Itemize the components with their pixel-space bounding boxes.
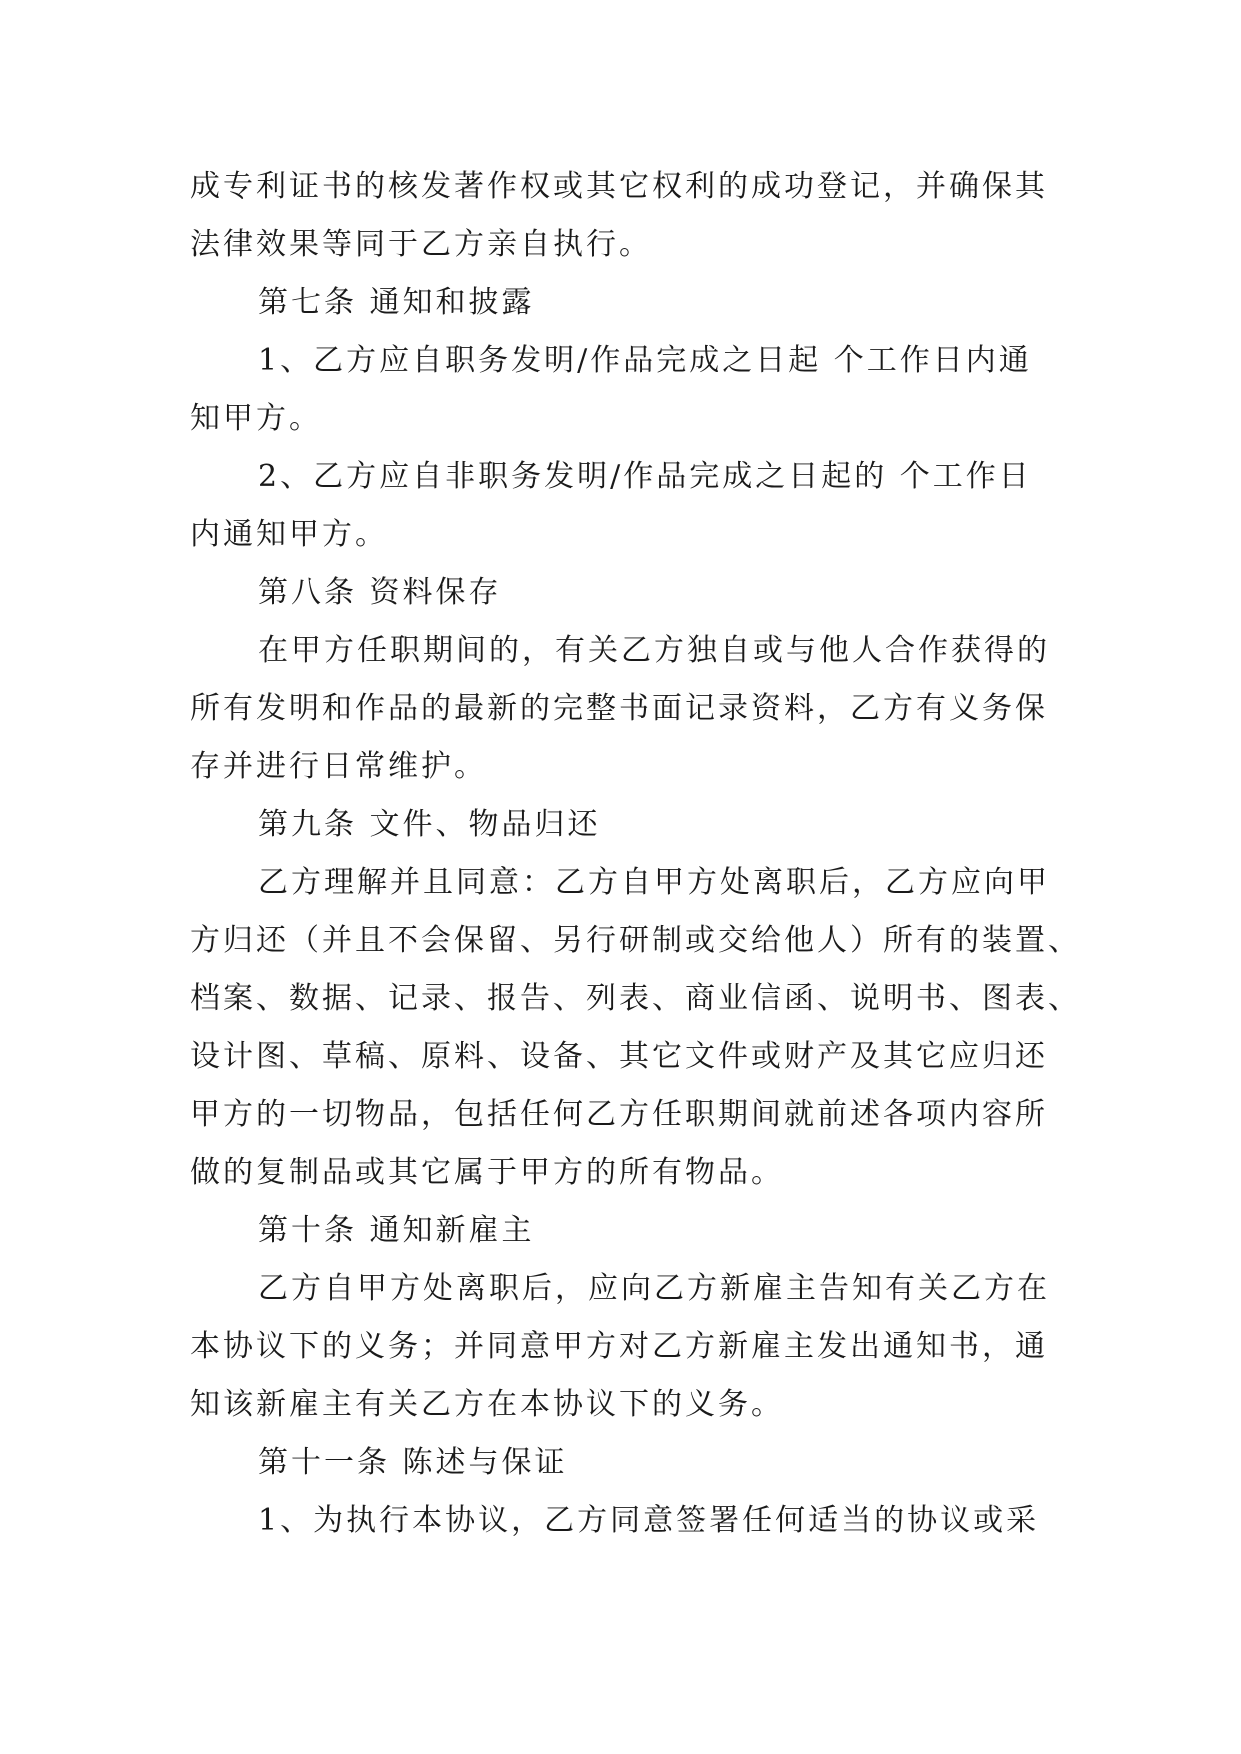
- paragraph-line: 2、乙方应自非职务发明/作品完成之日起的 个工作日: [258, 459, 1032, 494]
- paragraph-line: 知甲方。: [190, 401, 322, 436]
- paragraph-line: 本协议下的义务；并同意甲方对乙方新雇主发出通知书，通: [190, 1329, 1048, 1364]
- paragraph-line: 在甲方任职期间的，有关乙方独自或与他人合作获得的: [258, 633, 1050, 668]
- paragraph-line: 所有发明和作品的最新的完整书面记录资料，乙方有义务保: [190, 691, 1048, 726]
- paragraph-line: 乙方自甲方处离职后，应向乙方新雇主告知有关乙方在: [258, 1271, 1050, 1306]
- paragraph-line: 成专利证书的核发著作权或其它权利的成功登记，并确保其: [190, 169, 1048, 204]
- paragraph-line: 内通知甲方。: [190, 517, 388, 552]
- paragraph-line: 设计图、草稿、原料、设备、其它文件或财产及其它应归还: [190, 1039, 1048, 1074]
- paragraph-line: 档案、数据、记录、报告、列表、商业信函、说明书、图表、: [190, 981, 1081, 1016]
- article-heading: 第八条 资料保存: [258, 575, 502, 610]
- paragraph-line: 方归还（并且不会保留、另行研制或交给他人）所有的装置、: [190, 923, 1081, 958]
- article-heading: 第七条 通知和披露: [258, 285, 535, 320]
- article-heading: 第九条 文件、物品归还: [258, 807, 601, 842]
- article-heading: 第十一条 陈述与保证: [258, 1445, 568, 1480]
- paragraph-line: 乙方理解并且同意：乙方自甲方处离职后，乙方应向甲: [258, 865, 1050, 900]
- article-heading: 第十条 通知新雇主: [258, 1213, 535, 1248]
- document-body: [190, 158, 1081, 1550]
- paragraph-line: 甲方的一切物品，包括任何乙方任职期间就前述各项内容所: [190, 1097, 1048, 1132]
- paragraph-line: 知该新雇主有关乙方在本协议下的义务。: [190, 1387, 784, 1422]
- paragraph-line: 做的复制品或其它属于甲方的所有物品。: [190, 1155, 784, 1190]
- paragraph-line: 存并进行日常维护。: [190, 749, 487, 784]
- paragraph-line: 1、乙方应自职务发明/作品完成之日起 个工作日内通: [258, 343, 1032, 378]
- paragraph-line: 1、为执行本协议，乙方同意签署任何适当的协议或采: [258, 1503, 1040, 1538]
- paragraph-line: 法律效果等同于乙方亲自执行。: [190, 227, 652, 262]
